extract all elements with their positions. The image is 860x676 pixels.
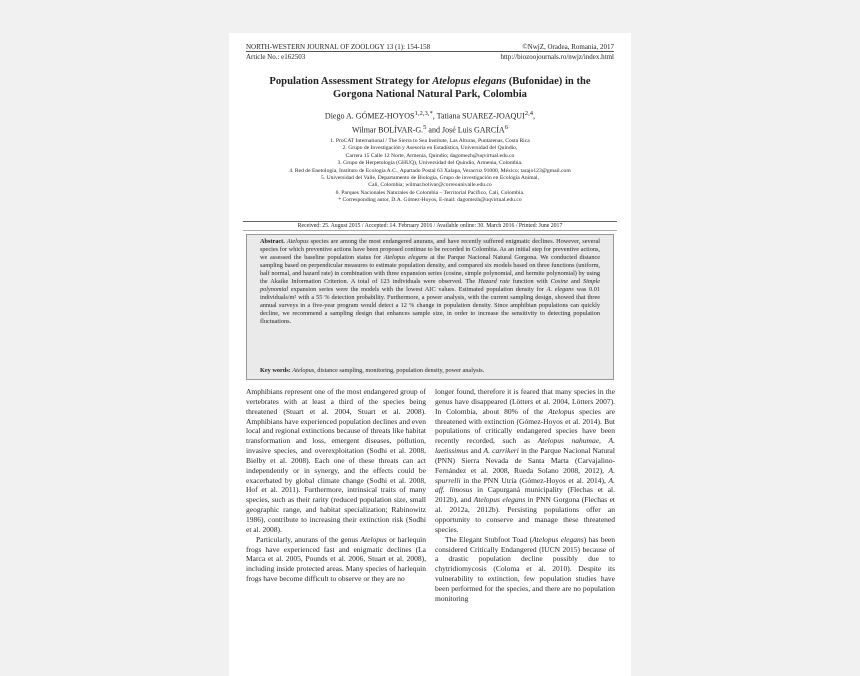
affiliation-line: Carrera 15 Calle 12 Norte, Armenia, Quindío; dagomezh@uqvirtual.edu.co (345, 152, 515, 159)
affiliations (259, 138, 601, 205)
journal-url[interactable]: http://biozoojournals.ro/nwjz/index.html (500, 53, 614, 61)
paper-title: Population Assessment Strategy for Atelopus elegans (Bufonidae) in the Gorgona National Natural Park, Colombia (269, 76, 591, 100)
title-species: Atelopus elegans (432, 76, 507, 87)
body-paragraph: Particularly, anurans of the genus Atelopus or harlequin frogs have experienced fast and enigmatic declines (La Marca et al. 2005, Pounds et al. 2006, Stuart et al. 2008), including inside protected areas. Many species of harlequin frogs have become difficult to observe or they are no (246, 534, 427, 584)
copyright-notice: ©NwjZ, Oradea, Romania, 2017 (522, 43, 614, 51)
abstract-text: Abstract. Atelopus species are among the most endangered anurans, and have recently suffered enigmatic declines. However, several species for which preventive actions have been proposed continue to be recorded in Colombia. As an initial step for preventive actions, we assessed the baseline population status for Atelopus elegans at the Parque Nacional Natural Gorgona. We conducted distance sampling based on perpendicular measures to estimate population density, and compared six models based on three functions (uniform, half normal, and hazard rate) in combination with three expansion series (cosine, simple polynomial, and hermite polynomial) by using the Akaike Information Criterion. A total of 123 individuals were observed. The Hazard rate function with Cosine and Simple polynomial expansion series were the models with the lowest AIC values. Estimated population density for A. elegans was 0.01 individuals/m² with a 55 % detection probability. Furthermore, a power analysis, with the current sampling design, showed that three annual surveys in a five-year program would detect a 12 % change in population density. Since amphibian populations can quickly decline, we recommend a sampling design that enhances sample size, in order to increase the sensitivity to detecting population fluctuations. (260, 238, 601, 326)
affiliation-line: 1. ProCAT International / The Sierra to Sea Institute, Las Alturas, Puntarenas, Costa Rica (330, 138, 530, 144)
affiliation-line: 2. Grupo de Investigación y Asesoría en Estadística, Universidad del Quindío, (342, 145, 518, 152)
body-column-right (435, 387, 615, 604)
paper-page (229, 33, 631, 676)
header-rule (246, 51, 614, 52)
abstract-box (246, 234, 614, 380)
keywords: Key words: Atelopus, distance sampling, monitoring, population density, power analysis. (260, 367, 485, 374)
journal-citation: NORTH-WESTERN JOURNAL OF ZOOLOGY 13 (1): 154-158 (246, 43, 431, 51)
affiliation-line: 6. Parques Nacionales Naturales de Colombia – Territorial Pacífico, Cali, Colombia. (335, 189, 525, 196)
affiliation-line: * Corresponding autor, D.A. Gómez-Hoyos, E-mail: dagomezh@uqvirtual.edu.co (338, 197, 522, 204)
body-paragraph: Amphibians represent one of the most endangered group of vertebrates with at least a third of the species being threatened (Stuart et al. 2004, Stuart et al. 2008). Amphibians have experienced population declines and even local and regional extinctions because of threats like habitat transformation and loss, emergent diseases, pollution, invasive species, and overexploitation (Sodhi et al. 2008, Bielby et al. 2008). Each one of these threats can act independently or in synergy, and the effects could be exacerbated by global climate change (Sodhi et al. 2008, Hof et al. 2011). Furthermore, intrinsical traits of many species, such as their rarity (reduced population size, small geographic range, and habitat specialization; Rabinowitz 1986), contribute to increasing their extinction risk (Sodhi et al. 2008). (246, 387, 426, 534)
publication-dates: Received: 25. August 2015 / Accepted: 14. February 2016 / Available online: 30. March 2016 / Printed: June 2017 (243, 221, 617, 231)
affiliation-line: 5. Universidad del Valle, Departamento de Biología, Grupo de investigación en Ecología Animal, (321, 175, 539, 182)
author-list: Diego A. GÓMEZ-$HOYOS^{1,2,3,*}$, Tatiana SUAREZ-JOAQUI$^{2,4}$, Wilmar BOLÍVAR-G.$^5$ and José Luis GARCÍA$^6$ (324, 110, 536, 135)
affiliation-line: 3. Grupo de Herpetología (GHUQ), Universidad del Quindío, Armenia, Colombia. (337, 160, 523, 167)
affiliation-line: Cali, Colombia; wilmar.bolivar@correounivalle.edu.co (368, 182, 492, 189)
body-paragraph: longer found, therefore it is feared that many species in the genus have disappeared (Lötters et al. 2004, Lötters 2007). In Colombia, about 80% of the Atelopus species are threatened with extinction (Gómez-Hoyos et al. 2014). But populations of critically endangered species have been recently recorded, such as Atelopus nahumae, A. laetissimus and A. carrikeri in the Parque Nacional Natural (PNN) Sierra Nevada de Santa Marta (Carvajalino-Fernández et al. 2008, Rueda Solano 2008, 2012), A. spurrelli in the PNN Utría (Gómez-Hoyos et al. 2014), A. aff. limosus in Capurganá municipality (Flechas et al. 2012b), and Atelopus elegans in PNN Gorgona (Flechas et al. 2012a, 2012b). Persisting populations offer an opportunity to conserve and manage these threatened species. (435, 387, 616, 534)
article-number: Article No.: e162503 (246, 53, 306, 61)
body-paragraph: The Elegant Stubfoot Toad (Atelopus elegans) has been considered Critically Endangered (IUCN 2015) because of a drastic population decline possibly due to chytridiomycosis (Coloma et al. 2010). Despite its vulnerability to extinction, few population studies have been performed for the species, and there are no population monitoring (435, 534, 615, 603)
affiliation-line: 4. Red de Enetología, Instituto de Ecología A.C., Apartado Postal 63 Xalapa, Veracruz 91000, México; tarajo123@gmail.com (289, 167, 571, 174)
body-column-left (246, 387, 426, 584)
